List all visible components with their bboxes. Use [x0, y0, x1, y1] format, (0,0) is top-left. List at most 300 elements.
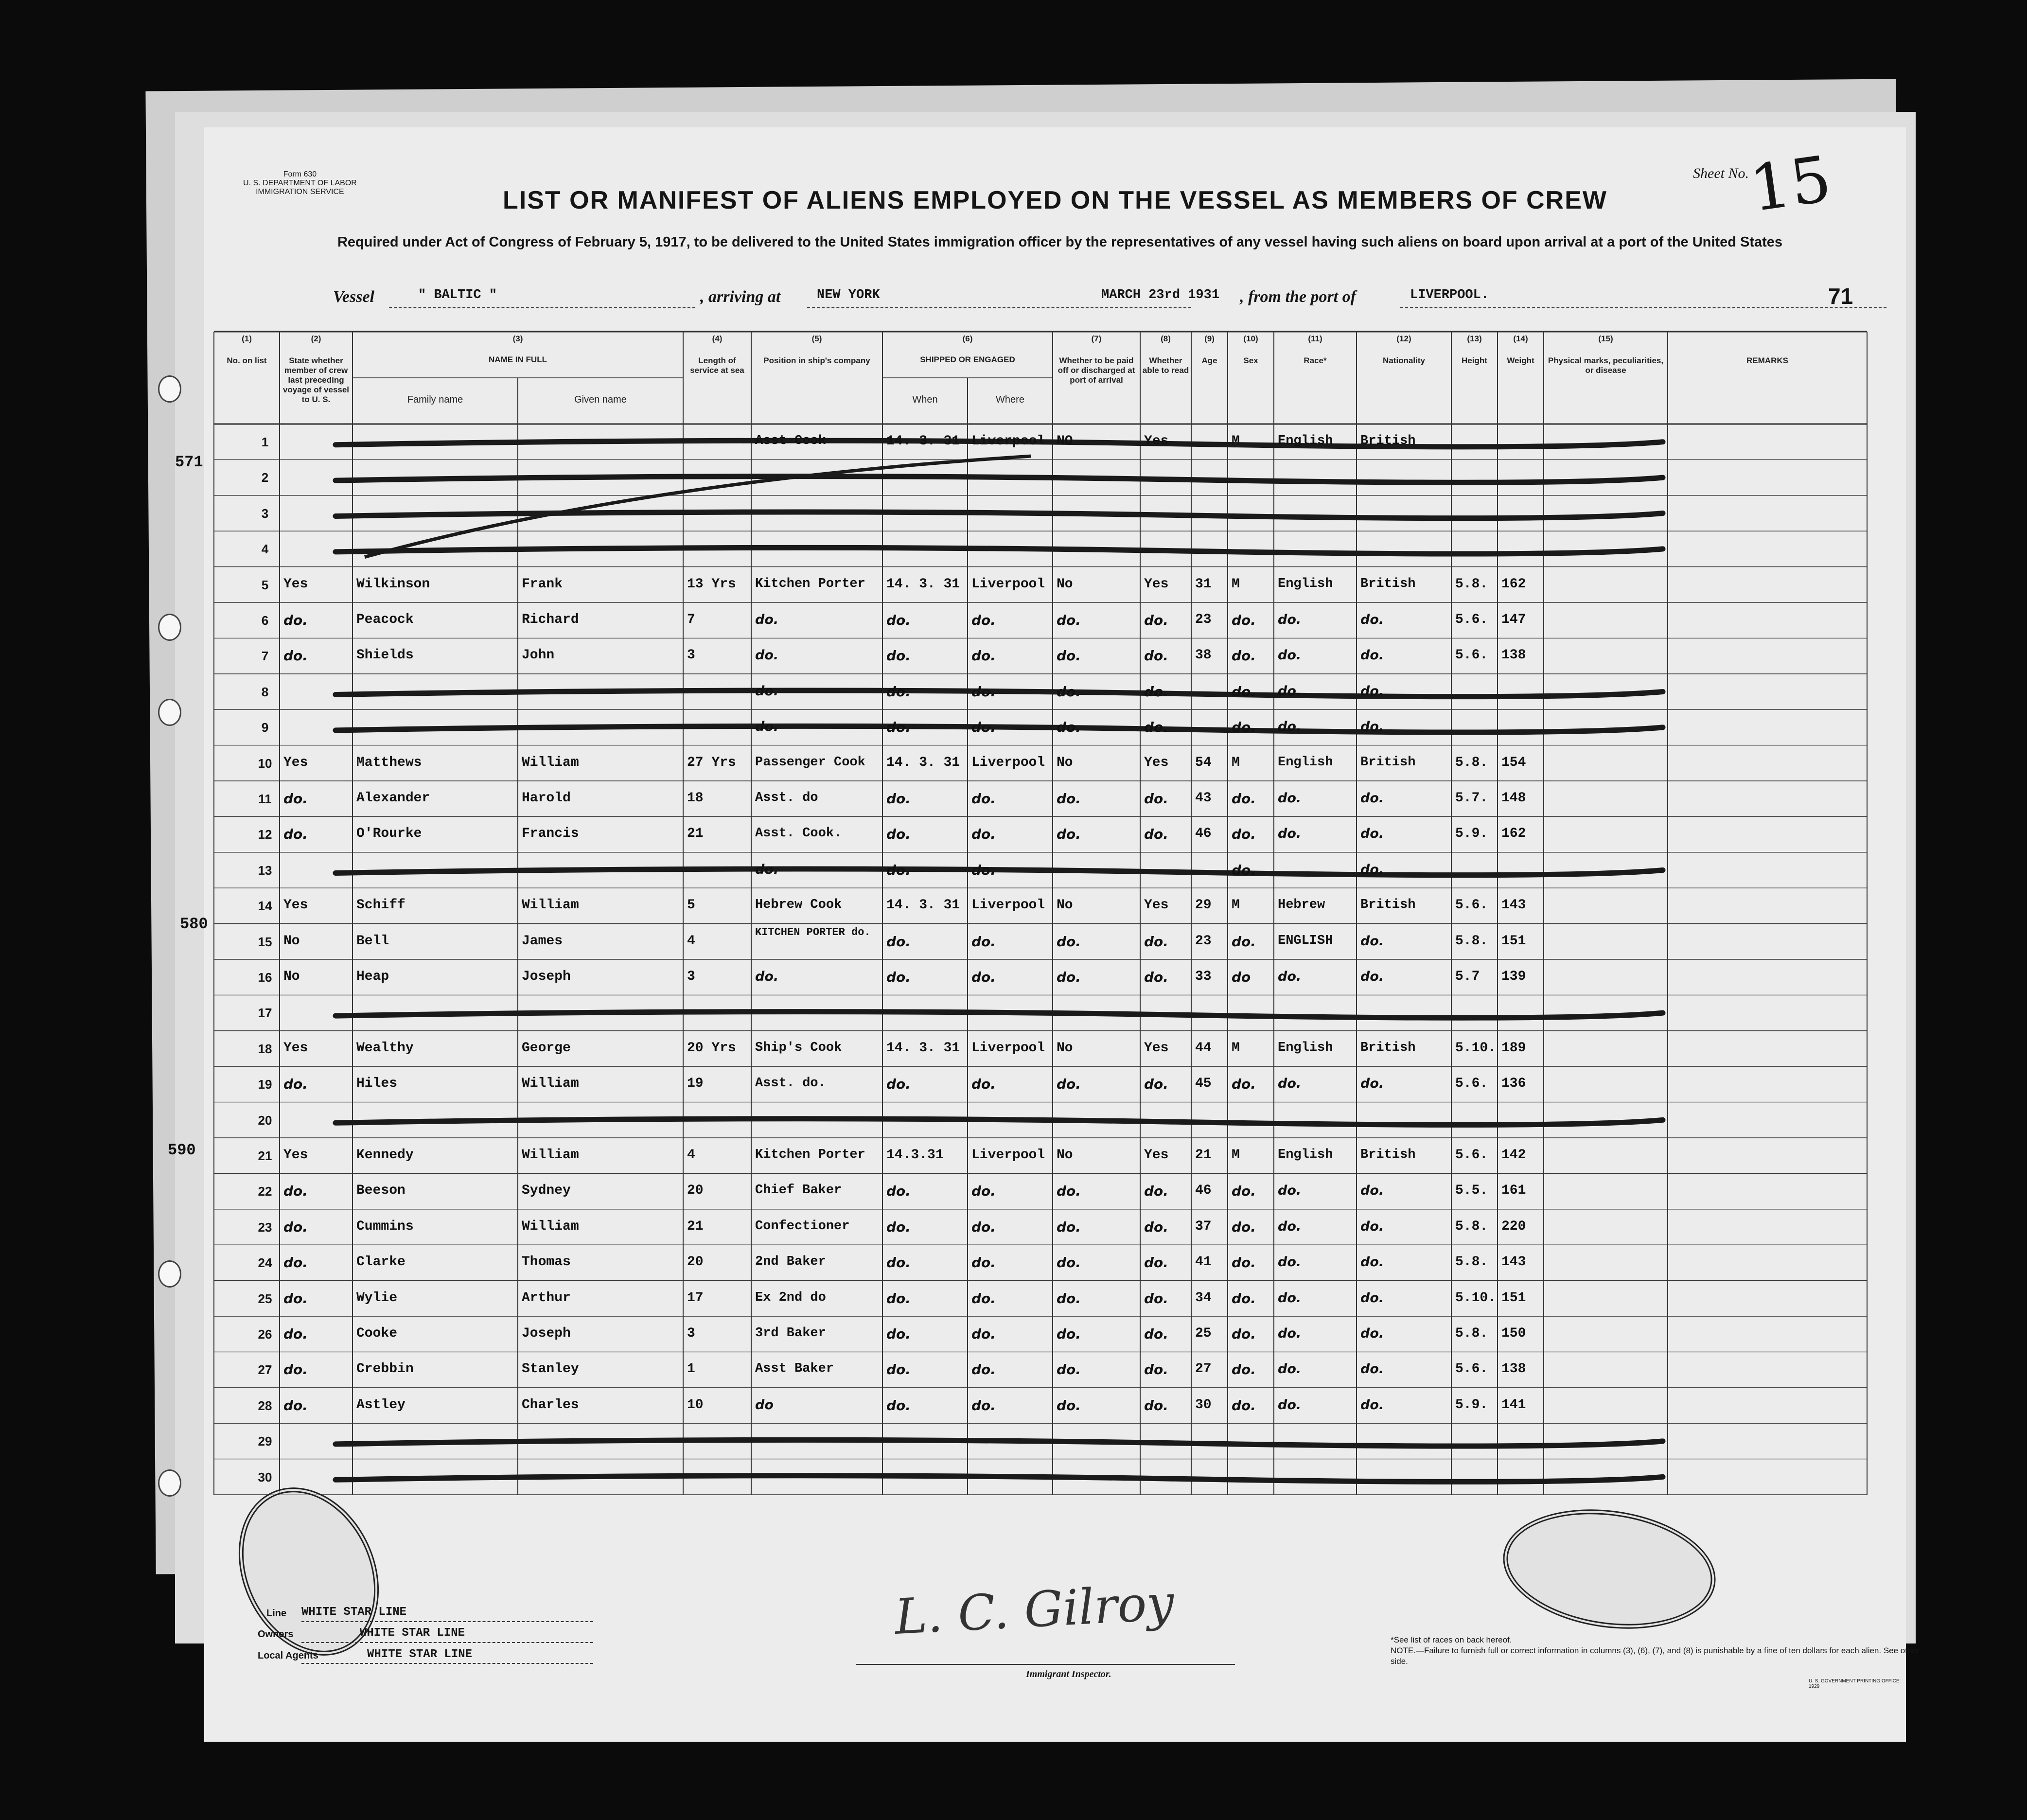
- cell-weight: 151: [1501, 933, 1526, 949]
- cell-read: do.: [1144, 1219, 1168, 1235]
- cell-sex: do.: [1232, 1290, 1256, 1307]
- cell-weight: 136: [1501, 1076, 1526, 1092]
- local-agents-value: WHITE STAR LINE: [367, 1648, 473, 1661]
- cell-age: 30: [1195, 1397, 1212, 1413]
- cell-prev: do.: [283, 1326, 308, 1342]
- cell-where: do.: [971, 683, 996, 700]
- cell-given: Sydney: [522, 1183, 571, 1199]
- cell-sex: do.: [1232, 1397, 1256, 1414]
- cell-nationality: British: [1360, 576, 1416, 591]
- cell-no: 10: [258, 756, 272, 771]
- cell-height: 5.6.: [1455, 898, 1488, 913]
- cell-when: 14. 3. 31: [886, 898, 960, 913]
- cell-weight: 139: [1501, 969, 1526, 984]
- cell-height: 5.5.: [1455, 1183, 1488, 1199]
- cell-height: 5.9.: [1455, 1397, 1488, 1413]
- cell-height: 5.8.: [1455, 1326, 1488, 1341]
- cell-race: do.: [1278, 1397, 1302, 1413]
- cell-prev: do.: [283, 612, 308, 628]
- cell-age: 23: [1195, 612, 1212, 627]
- cell-where: do.: [971, 791, 996, 807]
- cell-length: 18: [687, 791, 704, 806]
- cell-nationality: do.: [1360, 791, 1384, 806]
- cell-where: do.: [971, 969, 996, 985]
- cell-family: Wealthy: [356, 1040, 414, 1056]
- strikeout-line: [335, 1476, 1663, 1482]
- cell-when: do.: [886, 1219, 911, 1235]
- cell-family: Kennedy: [356, 1148, 414, 1163]
- cell-no: 9: [261, 720, 269, 735]
- cell-nationality: do.: [1360, 1397, 1384, 1413]
- cell-no: 30: [258, 1469, 272, 1484]
- cell-sex: do.: [1232, 826, 1256, 843]
- cell-prev: do.: [283, 791, 308, 807]
- from-port-value: LIVERPOOL.: [1410, 288, 1489, 302]
- cell-read: Yes: [1144, 898, 1169, 913]
- cell-read: Yes: [1144, 755, 1169, 770]
- cell-height: 5.8.: [1455, 1255, 1488, 1270]
- cell-sex: M: [1232, 1148, 1240, 1163]
- cell-no: 16: [258, 970, 272, 985]
- cell-race: do.: [1278, 826, 1302, 842]
- cell-nationality: do.: [1360, 933, 1384, 949]
- cell-family: Shields: [356, 648, 414, 663]
- cell-family: Astley: [356, 1397, 405, 1413]
- cell-given: James: [522, 933, 563, 949]
- cell-weight: 189: [1501, 1040, 1526, 1056]
- cell-age: 54: [1195, 755, 1212, 770]
- cell-sex: do.: [1232, 1361, 1256, 1378]
- column-header: State whether member of crew last preceding voyage of vessel to U. S.: [282, 356, 350, 404]
- cell-weight: 138: [1501, 1361, 1526, 1377]
- cell-when: 14.3.31: [886, 1148, 944, 1163]
- owners-underline: [301, 1642, 593, 1643]
- cell-paid: No: [1057, 755, 1073, 770]
- strikeout-line: [335, 477, 1663, 483]
- strikeout-line: [335, 1012, 1663, 1018]
- cell-given: Joseph: [522, 1326, 571, 1341]
- cell-sex: M: [1232, 898, 1240, 913]
- cell-length: 1: [687, 1361, 695, 1377]
- cell-read: do.: [1144, 1361, 1168, 1378]
- cell-given: Harold: [522, 791, 571, 806]
- cell-race: do.: [1278, 791, 1302, 806]
- cell-length: 3: [687, 648, 695, 663]
- cell-where: do.: [971, 1326, 996, 1342]
- cell-where: Liverpool: [971, 1040, 1045, 1056]
- cell-length: 3: [687, 969, 695, 984]
- cell-family: Matthews: [356, 755, 422, 770]
- cell-given: William: [522, 1219, 579, 1234]
- cell-nationality: do.: [1360, 1290, 1384, 1306]
- cell-weight: 138: [1501, 648, 1526, 663]
- cell-read: do.: [1144, 1326, 1168, 1342]
- column-number: (10): [1243, 334, 1258, 343]
- cell-age: 37: [1195, 1219, 1212, 1234]
- cell-length: 17: [687, 1290, 704, 1306]
- cell-nationality: do.: [1360, 1076, 1384, 1092]
- arriving-value: NEW YORK: [817, 288, 880, 302]
- cell-no: 5: [261, 577, 269, 592]
- cell-family: Cooke: [356, 1326, 398, 1341]
- cell-position: Asst. Cook.: [755, 826, 842, 841]
- cell-paid: No: [1057, 576, 1073, 592]
- cell-position: KITCHEN PORTER do.: [755, 926, 871, 938]
- cell-given: George: [522, 1040, 571, 1056]
- cell-prev: do.: [283, 1290, 308, 1307]
- cell-when: do.: [886, 1183, 911, 1200]
- page-title: LIST OR MANIFEST OF ALIENS EMPLOYED ON THE VESSEL AS MEMBERS OF CREW: [503, 186, 1607, 214]
- diagonal-strikeout: [365, 456, 1031, 557]
- cell-family: Beeson: [356, 1183, 405, 1199]
- cell-sex: M: [1232, 434, 1240, 449]
- cell-nationality: British: [1360, 434, 1416, 448]
- cell-height: 5.8.: [1455, 933, 1488, 949]
- cell-height: 5.6.: [1455, 648, 1488, 663]
- column-header: Sex: [1243, 356, 1258, 365]
- cell-prev: do.: [283, 1361, 308, 1378]
- cell-weight: 150: [1501, 1326, 1526, 1341]
- cell-where: Liverpool: [971, 434, 1045, 449]
- cell-prev: Yes: [283, 1040, 308, 1056]
- cell-no: 20: [258, 1113, 272, 1128]
- cell-position: Kitchen Porter: [755, 576, 865, 591]
- cell-race: do.: [1278, 1183, 1302, 1199]
- line-underline: [301, 1621, 593, 1622]
- cell-no: 8: [261, 684, 269, 699]
- cell-read: Yes: [1144, 1040, 1169, 1056]
- cell-no: 18: [258, 1041, 272, 1056]
- cell-no: 3: [261, 506, 269, 521]
- cell-paid: do.: [1057, 612, 1081, 628]
- cell-given: Stanley: [522, 1361, 579, 1377]
- cell-prev: No: [283, 933, 300, 949]
- cell-nationality: do.: [1360, 1183, 1384, 1199]
- cell-given: Thomas: [522, 1255, 571, 1270]
- cell-no: 1: [261, 435, 269, 449]
- cell-age: 41: [1195, 1255, 1212, 1270]
- cell-given: Arthur: [522, 1290, 571, 1306]
- cell-nationality: do.: [1360, 1255, 1384, 1270]
- from-port-label: , from the port of: [1240, 288, 1356, 306]
- cell-age: 25: [1195, 1326, 1212, 1341]
- cell-position: Asst. do.: [755, 1076, 826, 1091]
- cell-where: do.: [971, 1290, 996, 1307]
- cell-when: do.: [886, 1326, 911, 1342]
- column-number: (11): [1308, 334, 1322, 343]
- cell-sex: do.: [1232, 719, 1256, 736]
- cell-paid: do.: [1057, 1397, 1081, 1414]
- cell-age: 46: [1195, 826, 1212, 842]
- column-subheader: Where: [996, 394, 1024, 405]
- signature-line: [856, 1664, 1235, 1665]
- cell-family: Wilkinson: [356, 576, 430, 592]
- cell-height: 5.6.: [1455, 1076, 1488, 1092]
- cell-length: 27 Yrs: [687, 755, 736, 770]
- cell-sex: do: [1232, 969, 1251, 985]
- cell-position: Asst Cook: [755, 434, 826, 448]
- cell-no: 14: [258, 899, 272, 914]
- cell-prev: Yes: [283, 755, 308, 770]
- cell-age: 21: [1195, 1148, 1212, 1163]
- cell-when: do.: [886, 1255, 911, 1271]
- cell-position: Confectioner: [755, 1219, 850, 1234]
- cell-weight: 220: [1501, 1219, 1526, 1234]
- cell-read: do.: [1144, 1255, 1168, 1271]
- column-header: Race*: [1304, 356, 1327, 365]
- cell-prev: do.: [283, 1397, 308, 1414]
- cell-paid: do.: [1057, 1183, 1081, 1200]
- cell-given: William: [522, 898, 579, 913]
- cell-paid: do.: [1057, 1290, 1081, 1307]
- column-subheader: Family name: [407, 394, 463, 405]
- cell-paid: No: [1057, 1040, 1073, 1056]
- column-number: (1): [242, 334, 252, 343]
- strikeout-line: [335, 1440, 1663, 1446]
- cell-sex: do.: [1232, 612, 1256, 628]
- cell-read: do.: [1144, 933, 1168, 950]
- cell-where: do.: [971, 1183, 996, 1200]
- cell-weight: 162: [1501, 826, 1526, 842]
- cell-given: William: [522, 1148, 579, 1163]
- cell-prev: do.: [283, 1183, 308, 1200]
- column-header: Age: [1201, 356, 1217, 365]
- cell-race: Hebrew: [1278, 898, 1325, 913]
- cell-race: do.: [1278, 1361, 1302, 1377]
- cell-height: 5.6.: [1455, 1361, 1488, 1377]
- cell-read: do.: [1144, 1183, 1168, 1200]
- column-number: (13): [1467, 334, 1482, 343]
- cell-where: do.: [971, 933, 996, 950]
- cell-read: Yes: [1144, 576, 1169, 592]
- cell-prev: do.: [283, 1255, 308, 1271]
- cell-race: English: [1278, 576, 1333, 591]
- cell-paid: do.: [1057, 933, 1081, 950]
- cell-when: do.: [886, 1397, 911, 1414]
- cell-no: 24: [258, 1255, 272, 1271]
- cell-age: 31: [1195, 576, 1212, 592]
- cell-race: do.: [1278, 648, 1302, 663]
- cell-when: do.: [886, 1290, 911, 1307]
- cell-where: do.: [971, 1361, 996, 1378]
- cell-sex: M: [1232, 755, 1240, 770]
- cell-no: 21: [258, 1149, 272, 1163]
- cell-nationality: British: [1360, 755, 1416, 770]
- column-number: (2): [311, 334, 321, 343]
- vessel-value: " BALTIC ": [418, 288, 497, 302]
- printer-imprint: U. S. GOVERNMENT PRINTING OFFICE: 1929: [1809, 1679, 1901, 1689]
- cell-no: 28: [258, 1398, 272, 1413]
- cell-age: 27: [1195, 1361, 1212, 1377]
- column-number: (15): [1598, 334, 1613, 343]
- cell-height: 5.9.: [1455, 826, 1488, 842]
- cell-sex: do.: [1232, 1219, 1256, 1235]
- cell-age: 44: [1195, 1040, 1212, 1056]
- cell-paid: do.: [1057, 1219, 1081, 1235]
- cell-when: do.: [886, 648, 911, 664]
- cell-race: English: [1278, 1148, 1333, 1162]
- cell-weight: 142: [1501, 1148, 1526, 1163]
- arrival-date: MARCH 23rd 1931: [1101, 288, 1220, 302]
- cell-paid: do.: [1057, 1361, 1081, 1378]
- cell-nationality: do.: [1360, 969, 1384, 984]
- cell-paid: do.: [1057, 719, 1081, 736]
- column-header: Whether to be paid off or discharged at port of arrival: [1058, 356, 1135, 385]
- cell-no: 27: [258, 1362, 272, 1378]
- cell-weight: 154: [1501, 755, 1526, 770]
- cell-length: 21: [687, 1219, 704, 1234]
- cell-position: do.: [755, 612, 779, 627]
- cell-where: do.: [971, 1076, 996, 1093]
- cell-age: 34: [1195, 1290, 1212, 1306]
- cell-prev: do.: [283, 1219, 308, 1235]
- cell-nationality: do.: [1360, 683, 1384, 699]
- column-number: (6): [962, 334, 973, 343]
- cell-no: 22: [258, 1184, 272, 1199]
- cell-read: do.: [1144, 719, 1168, 736]
- cell-given: Richard: [522, 612, 579, 627]
- strikeout-line: [335, 869, 1663, 875]
- race-footnote: *See list of races on back hereof.: [1391, 1635, 1512, 1644]
- binder-hole: [158, 1469, 181, 1497]
- cell-length: 20: [687, 1255, 704, 1270]
- column-header: Whether able to read: [1142, 356, 1189, 375]
- cell-family: Wylie: [356, 1290, 398, 1306]
- cell-race: do.: [1278, 1076, 1302, 1092]
- cell-nationality: do.: [1360, 862, 1384, 877]
- cell-weight: 151: [1501, 1290, 1526, 1306]
- cell-no: 6: [261, 613, 269, 628]
- cell-paid: NO: [1057, 434, 1073, 449]
- cell-height: 5.10.: [1455, 1290, 1497, 1306]
- cell-position: Ex 2nd do: [755, 1290, 826, 1305]
- cell-position: do.: [755, 648, 779, 663]
- cell-family: Alexander: [356, 791, 430, 806]
- cell-sex: do.: [1232, 933, 1256, 950]
- cell-sex: M: [1232, 576, 1240, 592]
- column-number: (5): [811, 334, 822, 343]
- cell-age: 33: [1195, 969, 1212, 984]
- cell-when: 14. 3. 31: [886, 576, 960, 592]
- cell-length: 19: [687, 1076, 704, 1092]
- binder-hole: [158, 375, 181, 403]
- column-header: REMARKS: [1746, 356, 1788, 365]
- cell-length: 20: [687, 1183, 704, 1199]
- cell-sex: do.: [1232, 1326, 1256, 1342]
- cell-position: Asst Baker: [755, 1361, 834, 1377]
- cell-length: 13 Yrs: [687, 576, 736, 592]
- cell-prev: do.: [283, 826, 308, 843]
- column-subheader: When: [912, 394, 938, 405]
- cell-nationality: do.: [1360, 719, 1384, 735]
- cell-age: 43: [1195, 791, 1212, 806]
- column-header: Position in ship's company: [763, 356, 870, 365]
- cell-length: 7: [687, 612, 695, 627]
- cell-read: do.: [1144, 1076, 1168, 1093]
- cell-where: do.: [971, 1219, 996, 1235]
- column-header: Weight: [1507, 356, 1534, 365]
- cell-position: Asst. do: [755, 791, 818, 805]
- cell-given: William: [522, 1076, 579, 1092]
- cell-when: do.: [886, 683, 911, 700]
- cell-no: 15: [258, 934, 272, 949]
- cell-age: 23: [1195, 933, 1212, 949]
- cell-weight: 141: [1501, 1397, 1526, 1413]
- cell-nationality: do.: [1360, 612, 1384, 627]
- cell-family: Cummins: [356, 1219, 414, 1234]
- form-identifier: Form 630 U. S. DEPARTMENT OF LABOR IMMIGRATION SERVICE: [243, 170, 357, 196]
- cell-position: 3rd Baker: [755, 1326, 826, 1341]
- cell-height: 5.7.: [1455, 791, 1488, 806]
- cell-sex: M: [1232, 1040, 1240, 1056]
- line-label: Line: [266, 1608, 287, 1619]
- cell-nationality: British: [1360, 1040, 1416, 1055]
- cell-given: John: [522, 648, 555, 663]
- cell-race: do.: [1278, 1219, 1302, 1234]
- cell-paid: do.: [1057, 683, 1081, 700]
- cell-read: do.: [1144, 969, 1168, 985]
- local-agents-label: Local Agents: [258, 1650, 318, 1661]
- cell-weight: 161: [1501, 1183, 1526, 1199]
- cell-sex: do.: [1232, 1183, 1256, 1200]
- arriving-label: , arriving at: [700, 288, 781, 306]
- vessel-label: Vessel: [333, 288, 374, 306]
- column-number: (12): [1396, 334, 1411, 343]
- cell-nationality: do.: [1360, 1219, 1384, 1234]
- cell-length: 5: [687, 898, 695, 913]
- cell-paid: do.: [1057, 1255, 1081, 1271]
- column-header: Length of service at sea: [690, 356, 744, 375]
- column-number: (4): [712, 334, 723, 343]
- cell-no: 26: [258, 1327, 272, 1342]
- cell-height: 5.6.: [1455, 1148, 1488, 1163]
- line-value: WHITE STAR LINE: [301, 1606, 407, 1619]
- cell-when: do.: [886, 719, 911, 736]
- cell-position: Passenger Cook: [755, 755, 865, 770]
- cell-family: Hiles: [356, 1076, 398, 1092]
- cell-race: do.: [1278, 612, 1302, 627]
- cell-race: do.: [1278, 719, 1302, 735]
- cell-length: 3: [687, 1326, 695, 1341]
- cell-length: 4: [687, 1148, 695, 1163]
- cell-paid: do.: [1057, 648, 1081, 664]
- cell-where: Liverpool: [971, 755, 1045, 770]
- owners-value: WHITE STAR LINE: [360, 1626, 465, 1640]
- cell-length: 10: [687, 1397, 704, 1413]
- cell-prev: Yes: [283, 1148, 308, 1163]
- cell-age: 45: [1195, 1076, 1212, 1092]
- cell-where: Liverpool: [971, 576, 1045, 592]
- cell-nationality: British: [1360, 1148, 1416, 1162]
- cell-where: do.: [971, 826, 996, 843]
- cell-race: English: [1278, 1040, 1333, 1055]
- cell-nationality: do.: [1360, 826, 1384, 842]
- cell-read: do.: [1144, 791, 1168, 807]
- cell-prev: Yes: [283, 898, 308, 913]
- cell-paid: No: [1057, 1148, 1073, 1163]
- cell-position: do.: [755, 719, 779, 735]
- cell-given: Joseph: [522, 969, 571, 984]
- column-header: Nationality: [1383, 356, 1425, 365]
- cell-position: Chief Baker: [755, 1183, 842, 1198]
- cell-position: do.: [755, 969, 779, 984]
- agents-underline: [301, 1663, 593, 1664]
- cell-height: 5.6.: [1455, 612, 1488, 627]
- cell-sex: do.: [1232, 683, 1256, 700]
- cell-no: 13: [258, 863, 272, 878]
- cell-when: do.: [886, 1076, 911, 1093]
- cell-paid: No: [1057, 898, 1073, 913]
